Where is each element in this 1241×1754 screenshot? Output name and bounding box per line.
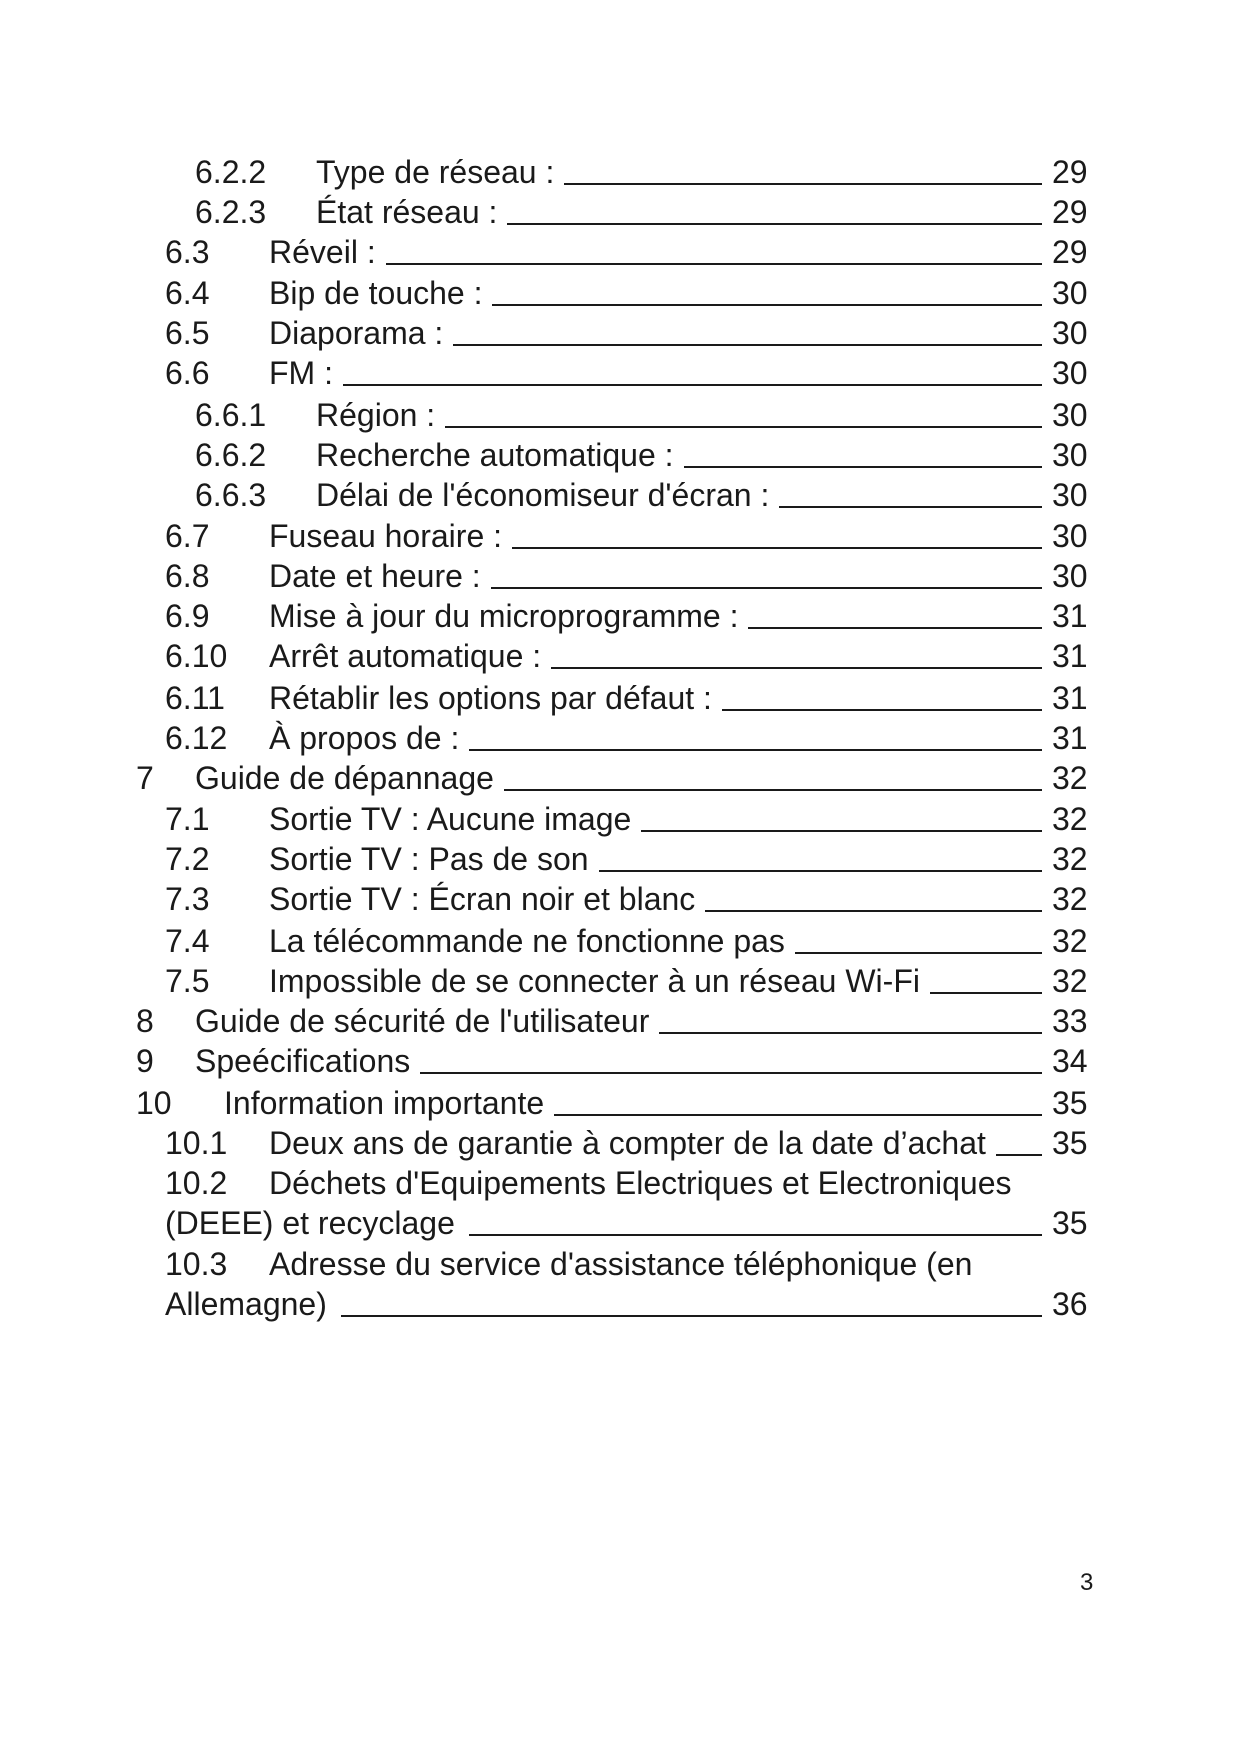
dot-leader [453, 344, 1042, 346]
toc-entry-number: 10 [136, 1085, 172, 1121]
toc-entry-page: 35 [1052, 1085, 1088, 1121]
toc-entry-number: 6.6.3 [195, 477, 267, 513]
toc-entry-number: 6.10 [165, 638, 228, 674]
dot-leader [343, 384, 1042, 386]
toc-entry-number: 7.5 [165, 963, 210, 999]
toc-entry-number: 6.7 [165, 518, 210, 554]
toc-entry[interactable] [0, 678, 1241, 718]
toc-entry-title: Sortie TV : Pas de son [269, 841, 589, 877]
toc-entry-number: 9 [136, 1043, 154, 1079]
dot-leader [420, 1072, 1042, 1074]
toc-entry-number: 6.6.1 [195, 397, 267, 433]
toc-entry-page: 36 [1052, 1286, 1088, 1322]
toc-entry[interactable] [0, 596, 1241, 636]
toc-entry-page: 31 [1052, 720, 1088, 756]
toc-entry-title-continuation: Allemagne) [165, 1286, 327, 1322]
toc-entry-number: 6.4 [165, 275, 210, 311]
toc-entry-page: 30 [1052, 518, 1088, 554]
toc-entry[interactable] [0, 1163, 1241, 1241]
dot-leader [469, 749, 1042, 751]
toc-entry-number: 6.11 [165, 680, 225, 716]
dot-leader [996, 1154, 1042, 1156]
toc-entry-title: Région : [316, 397, 436, 433]
toc-entry[interactable] [0, 435, 1241, 475]
dot-leader [341, 1315, 1042, 1317]
toc-entry-page: 34 [1052, 1043, 1088, 1079]
dot-leader [492, 304, 1042, 306]
toc-entry-page: 32 [1052, 801, 1088, 837]
toc-entry[interactable] [0, 758, 1241, 798]
toc-entry[interactable] [0, 636, 1241, 676]
toc-entry-number: 6.2.3 [195, 194, 267, 230]
toc-entry[interactable] [0, 1123, 1241, 1163]
toc-entry-title: À propos de : [269, 720, 460, 756]
toc-entry-number: 10.3 [165, 1246, 228, 1282]
dot-leader [551, 667, 1042, 669]
toc-entry-title: Information importante [224, 1085, 545, 1121]
toc-entry-title: Recherche automatique : [316, 437, 674, 473]
toc-entry-number: 6.2.2 [195, 154, 267, 190]
toc-entry-title: Diaporama : [269, 315, 444, 351]
toc-entry-page: 30 [1052, 477, 1088, 513]
dot-leader [554, 1114, 1042, 1116]
toc-entry-title: État réseau : [316, 194, 498, 230]
toc-entry-number: 7.3 [165, 881, 210, 917]
toc-entry[interactable] [0, 556, 1241, 596]
dot-leader [507, 223, 1042, 225]
toc-entry-number: 6.9 [165, 598, 210, 634]
toc-entry-title: Adresse du service d'assistance téléphonique (en [269, 1246, 973, 1282]
dot-leader [445, 426, 1042, 428]
toc-entry-title: Mise à jour du microprogramme : [269, 598, 739, 634]
toc-entry-number: 7 [136, 760, 154, 796]
toc-entry-number: 7.1 [165, 801, 210, 837]
dot-leader [722, 709, 1042, 711]
toc-entry[interactable] [0, 799, 1241, 839]
toc-entry-number: 8 [136, 1003, 154, 1039]
toc-entry-page: 30 [1052, 558, 1088, 594]
dot-leader [684, 466, 1042, 468]
toc-entry-title: Type de réseau : [316, 154, 555, 190]
toc-entry[interactable] [0, 1244, 1241, 1322]
toc-entry-page: 30 [1052, 275, 1088, 311]
toc-entry-page: 32 [1052, 923, 1088, 959]
dot-leader [386, 263, 1042, 265]
toc-entry-page: 32 [1052, 881, 1088, 917]
toc-entry[interactable] [0, 475, 1241, 515]
page-number: 3 [1080, 1569, 1094, 1596]
toc-entry[interactable] [0, 395, 1241, 435]
toc-entry-page: 32 [1052, 841, 1088, 877]
dot-leader [491, 587, 1042, 589]
toc-entry[interactable] [0, 516, 1241, 556]
toc-entry-title: Impossible de se connecter à un réseau Wi-Fi [269, 963, 920, 999]
toc-entry[interactable] [0, 1083, 1241, 1123]
toc-entry-title-continuation: (DEEE) et recyclage [165, 1205, 455, 1241]
dot-leader [779, 506, 1042, 508]
toc-entry-page: 35 [1052, 1125, 1088, 1161]
toc-entry[interactable] [0, 192, 1241, 232]
toc-entry-number: 10.1 [165, 1125, 228, 1161]
dot-leader [469, 1234, 1042, 1236]
dot-leader [564, 183, 1042, 185]
toc-entry-title: Speécifications [195, 1043, 411, 1079]
toc-entry[interactable] [0, 232, 1241, 272]
dot-leader [641, 830, 1042, 832]
toc-entry-number: 6.3 [165, 234, 210, 270]
toc-entry-page: 31 [1052, 638, 1088, 674]
toc-entry-title: Date et heure : [269, 558, 481, 594]
toc-entry-page: 31 [1052, 680, 1088, 716]
toc-entry[interactable] [0, 353, 1241, 393]
toc-entry-page: 32 [1052, 963, 1088, 999]
toc-entry-page: 29 [1052, 154, 1088, 190]
toc-entry-title: Deux ans de garantie à compter de la date d’achat [269, 1125, 986, 1161]
toc-entry[interactable] [0, 718, 1241, 758]
dot-leader [705, 910, 1042, 912]
toc-entry-number: 6.12 [165, 720, 228, 756]
toc-entry-page: 33 [1052, 1003, 1088, 1039]
toc-entry-title: Délai de l'économiseur d'écran : [316, 477, 770, 513]
toc-entry-page: 35 [1052, 1205, 1088, 1241]
toc-entry-number: 6.8 [165, 558, 210, 594]
toc-entry-page: 30 [1052, 437, 1088, 473]
toc-entry[interactable] [0, 839, 1241, 879]
dot-leader [512, 547, 1042, 549]
toc-entry-title: Guide de sécurité de l'utilisateur [195, 1003, 650, 1039]
dot-leader [659, 1032, 1042, 1034]
toc-entry-title: Déchets d'Equipements Electriques et Electroniques [269, 1165, 1012, 1201]
toc-entry[interactable] [0, 313, 1241, 353]
toc-entry-title: Rétablir les options par défaut : [269, 680, 712, 716]
toc-entry-title: La télécommande ne fonctionne pas [269, 923, 785, 959]
toc-entry-title: Arrêt automatique : [269, 638, 542, 674]
toc-entry-title: Réveil : [269, 234, 376, 270]
toc-entry-page: 31 [1052, 598, 1088, 634]
toc-entry-title: Sortie TV : Écran noir et blanc [269, 881, 696, 917]
toc-entry-page: 30 [1052, 397, 1088, 433]
dot-leader [930, 992, 1042, 994]
toc-entry-title: Bip de touche : [269, 275, 483, 311]
toc-entry[interactable] [0, 152, 1241, 192]
toc-entry-number: 7.4 [165, 923, 210, 959]
toc-entry-title: Guide de dépannage [195, 760, 494, 796]
toc-entry-page: 32 [1052, 760, 1088, 796]
toc-entry[interactable] [0, 273, 1241, 313]
toc-entry-number: 10.2 [165, 1165, 228, 1201]
toc-entry-page: 29 [1052, 194, 1088, 230]
toc-entry-title: Sortie TV : Aucune image [269, 801, 632, 837]
dot-leader [748, 627, 1042, 629]
dot-leader [795, 952, 1042, 954]
toc-entry[interactable] [0, 961, 1241, 1001]
toc-entry-title: FM : [269, 355, 333, 391]
toc-entry-number: 6.6.2 [195, 437, 267, 473]
toc-entry[interactable] [0, 921, 1241, 961]
toc-entry-number: 6.5 [165, 315, 210, 351]
toc-entry-number: 7.2 [165, 841, 210, 877]
toc-entry[interactable] [0, 1001, 1241, 1041]
toc-entry-page: 29 [1052, 234, 1088, 270]
toc-entry[interactable] [0, 879, 1241, 919]
toc-entry-page: 30 [1052, 355, 1088, 391]
toc-entry-title: Fuseau horaire : [269, 518, 503, 554]
dot-leader [599, 870, 1042, 872]
toc-entry[interactable] [0, 1041, 1241, 1081]
dot-leader [504, 789, 1042, 791]
toc-entry-number: 6.6 [165, 355, 210, 391]
toc-entry-page: 30 [1052, 315, 1088, 351]
